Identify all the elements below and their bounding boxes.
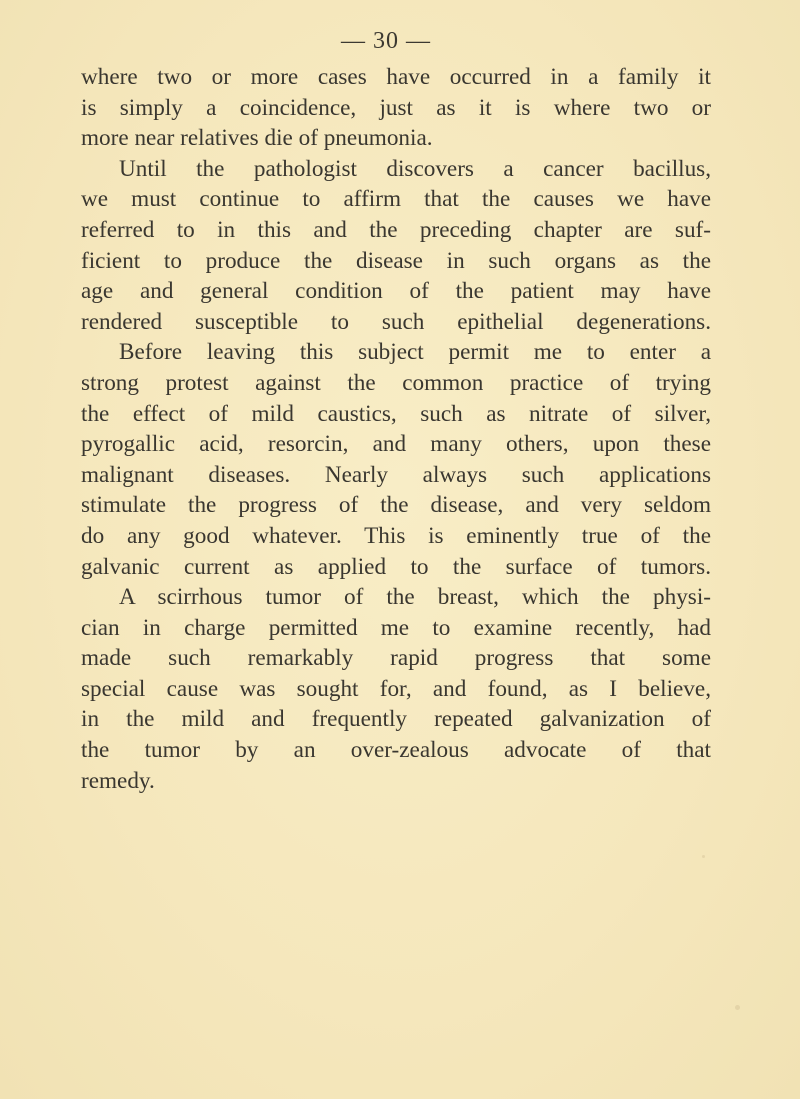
text-line: more near relatives die of pneumonia. [81, 125, 433, 152]
text-line: in the mild and frequently repeated galvanization of [81, 706, 711, 733]
text-line: galvanic current as applied to the surface of tumors. [81, 553, 711, 580]
text-line: malignant diseases. Nearly always such applications [81, 461, 711, 488]
paper-speck [702, 855, 705, 858]
text-line: the effect of mild caustics, such as nitrate of silver, [81, 400, 711, 427]
text-line: age and general condition of the patient may have [81, 278, 711, 305]
text-line: Until the pathologist discovers a cancer bacillus, [119, 155, 711, 182]
text-line: the tumor by an over-zealous advocate of that [81, 737, 711, 764]
text-line: remedy. [81, 767, 155, 794]
text-line: ficient to produce the disease in such organs as the [81, 247, 711, 274]
text-line: rendered susceptible to such epithelial degenerations. [81, 308, 711, 335]
text-line: Before leaving this subject permit me to enter a [119, 339, 711, 366]
text-line: made such remarkably rapid progress that some [81, 645, 711, 672]
body-text [81, 62, 711, 796]
text-line: cian in charge permitted me to examine recently, had [81, 614, 711, 641]
text-line: stimulate the progress of the disease, and very seldom [81, 492, 711, 519]
text-line: A scirrhous tumor of the breast, which the physi- [119, 584, 711, 611]
text-line: strong protest against the common practice of trying [81, 369, 711, 396]
text-line: pyrogallic acid, resorcin, and many others, upon these [81, 431, 711, 458]
text-line: do any good whatever. This is eminently true of the [81, 522, 711, 549]
text-line: where two or more cases have occurred in a family it [81, 64, 711, 90]
text-line: special cause was sought for, and found, as I believe, [81, 675, 711, 702]
text-line: referred to in this and the preceding chapter are suf- [81, 216, 711, 243]
paper-speck [735, 1005, 740, 1010]
text-line: we must continue to affirm that the causes we have [81, 186, 711, 213]
page-number: — 30 — [341, 28, 431, 54]
text-line: is simply a coincidence, just as it is where two or [81, 94, 711, 121]
